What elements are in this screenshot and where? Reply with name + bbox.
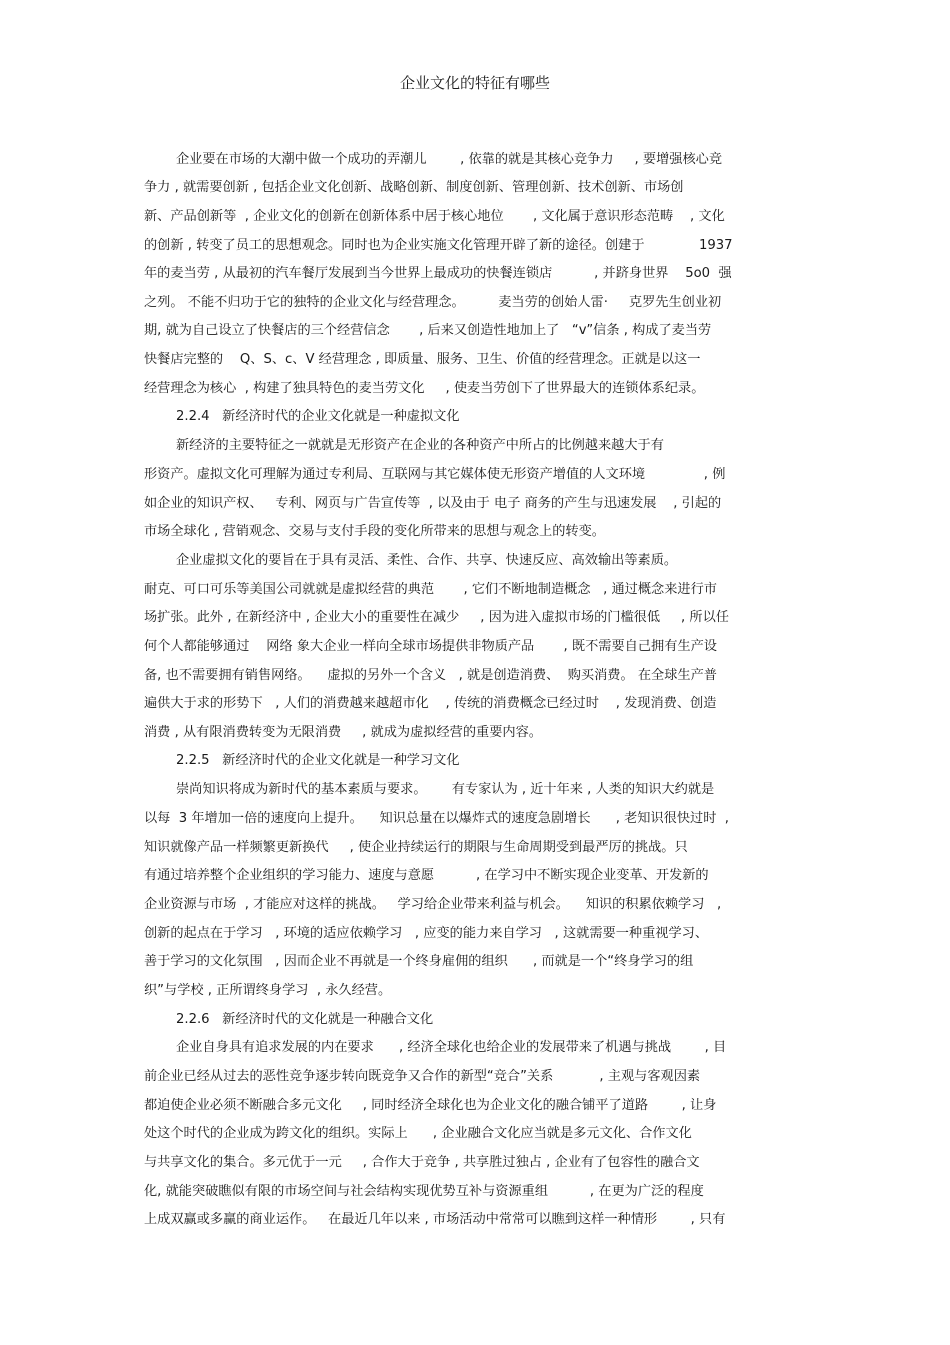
paragraph-line: 织”与学校 , 正所谓终身学习 , 永久经营。 (144, 983, 392, 998)
paragraph-line: 企业资源与市场 , 才能应对这样的挑战。 学习给企业带来利益与机会。 知识的积累依赖学习 , (144, 897, 722, 912)
paragraph-line: 的创新 , 转变了员工的思想观念。同时也为企业实施文化管理开辟了新的途径。创建于 1937 (144, 238, 733, 253)
paragraph-line: 有通过培养整个企业组织的学习能力、速度与意愿 , 在学习中不断实现企业变革、开发新的 (144, 868, 709, 883)
paragraph-line: 化, 就能突破瞧似有限的市场空间与社会结构实现优势互补与资源重组 , 在更为广泛的程度 (144, 1184, 704, 1199)
paragraph-line: 新、产品创新等 , 企业文化的创新在创新体系中居于核心地位 , 文化属于意识形态范畴 , 文化 (144, 209, 725, 224)
paragraph-line: 争力 , 就需要创新 , 包括企业文化创新、战略创新、制度创新、管理创新、技术创新、市场创 (144, 180, 684, 195)
paragraph-line: 都迫使企业必须不断融合多元文化 , 同时经济全球化也为企业文化的融合铺平了道路 , 让身 (144, 1098, 717, 1113)
section-heading: 2.2.4 新经济时代的企业文化就是一种虚拟文化 (176, 409, 460, 424)
paragraph-line: 如企业的知识产权、 专利、网页与广告宣传等 , 以及由于 电子 商务的产生与迅速发展 , 引起的 (144, 496, 722, 511)
paragraph-line: 遍供大于求的形势下 , 人们的消费越来越超市化 , 传统的消费概念已经过时 , 发现消费、创造 (144, 696, 717, 711)
paragraph-line: 上成双赢或多赢的商业运作。 在最近几年以来 , 市场活动中常常可以瞧到这样一种情形 , 只有 (144, 1212, 726, 1227)
paragraph-line: 何个人都能够通过 网络 象大企业一样向全球市场提供非物质产品 , 既不需要自己拥有生产设 (144, 639, 717, 654)
section-heading: 2.2.6 新经济时代的文化就是一种融合文化 (176, 1012, 434, 1027)
paragraph-line: 企业要在市场的大潮中做一个成功的弄潮儿 , 依靠的就是其核心竞争力 , 要增强核心竞 (176, 152, 723, 167)
paragraph-line: 与共享文化的集合。多元优于一元 , 合作大于竞争 , 共享胜过独占 , 企业有了包容性的融合文 (144, 1155, 700, 1170)
section-heading: 2.2.5 新经济时代的企业文化就是一种学习文化 (176, 753, 460, 768)
paragraph-line: 备, 也不需要拥有销售网络。 虚拟的另外一个含义 , 就是创造消费、 购买消费。 在全球生产普 (144, 668, 717, 683)
paragraph-line: 创新的起点在于学习 , 环境的适应依赖学习 , 应变的能力来自学习 , 这就需要一种重视学习、 (144, 926, 709, 941)
paragraph-line: 场扩张。此外 , 在新经济中 , 企业大小的重要性在减少 , 因为进入虚拟市场的门槛很低 , 所以任 (144, 610, 729, 625)
paragraph-line: 之列。 不能不归功于它的独特的企业文化与经营理念。 麦当劳的创始人雷· 克罗先生创业初 (144, 295, 722, 310)
paragraph-line: 市场全球化 , 营销观念、交易与支付手段的变化所带来的思想与观念上的转变。 (144, 524, 605, 539)
paragraph-line: 经营理念为核心 , 构建了独具特色的麦当劳文化 , 使麦当劳创下了世界最大的连锁体系纪录。 (144, 381, 705, 396)
paragraph-line: 新经济的主要特征之一就就是无形资产在企业的各种资产中所占的比例越来越大于有 (176, 438, 664, 453)
paragraph-line: 处这个时代的企业成为跨文化的组织。实际上 , 企业融合文化应当就是多元文化、合作文化 (144, 1126, 692, 1141)
paragraph-line: 前企业已经从过去的恶性竞争逐步转向既竞争又合作的新型“竞合”关系 , 主观与客观因素 (144, 1069, 701, 1084)
paragraph-line: 企业虚拟文化的要旨在于具有灵活、柔性、合作、共享、快速反应、高效输出等素质。 (176, 553, 678, 568)
paragraph-line: 快餐店完整的 Q、S、c、V 经营理念 , 即质量、服务、卫生、价值的经营理念。正就是以这一 (144, 352, 701, 367)
document-title: 企业文化的特征有哪些 (399, 74, 550, 92)
paragraph-line: 企业自身具有追求发展的内在要求 , 经济全球化也给企业的发展带来了机遇与挑战 , 目 (176, 1040, 727, 1055)
paragraph-line: 期, 就为自己设立了快餐店的三个经营信念 , 后来又创造性地加上了 “v”信条 , 构成了麦当劳 (144, 323, 712, 338)
paragraph-line: 以每 3 年增加一倍的速度向上提升。 知识总量在以爆炸式的速度急剧增长 , 老知识很快过时 , (144, 811, 729, 826)
paragraph-line: 年的麦当劳 , 从最初的汽车餐厅发展到当今世界上最成功的快餐连锁店 , 并跻身世界 5o0 强 (144, 266, 732, 281)
paragraph-line: 消费 , 从有限消费转变为无限消费 , 就成为虚拟经营的重要内容。 (144, 725, 542, 740)
paragraph-line: 形资产。虚拟文化可理解为通过专利局、互联网与其它媒体使无形资产增值的人文环境 , 例 (144, 467, 726, 482)
paragraph-line: 耐克、可口可乐等美国公司就就是虚拟经营的典范 , 它们不断地制造概念 , 通过概念来进行市 (144, 582, 717, 597)
paragraph-line: 善于学习的文化氛围 , 因而企业不再就是一个终身雇佣的组织 , 而就是一个“终身学习的组 (144, 954, 694, 969)
paragraph-line: 知识就像产品一样频繁更新换代 , 使企业持续运行的期限与生命周期受到最严厉的挑战。只 (144, 840, 688, 855)
paragraph-line: 崇尚知识将成为新时代的基本素质与要求。 有专家认为 , 近十年来 , 人类的知识大约就是 (176, 782, 715, 797)
